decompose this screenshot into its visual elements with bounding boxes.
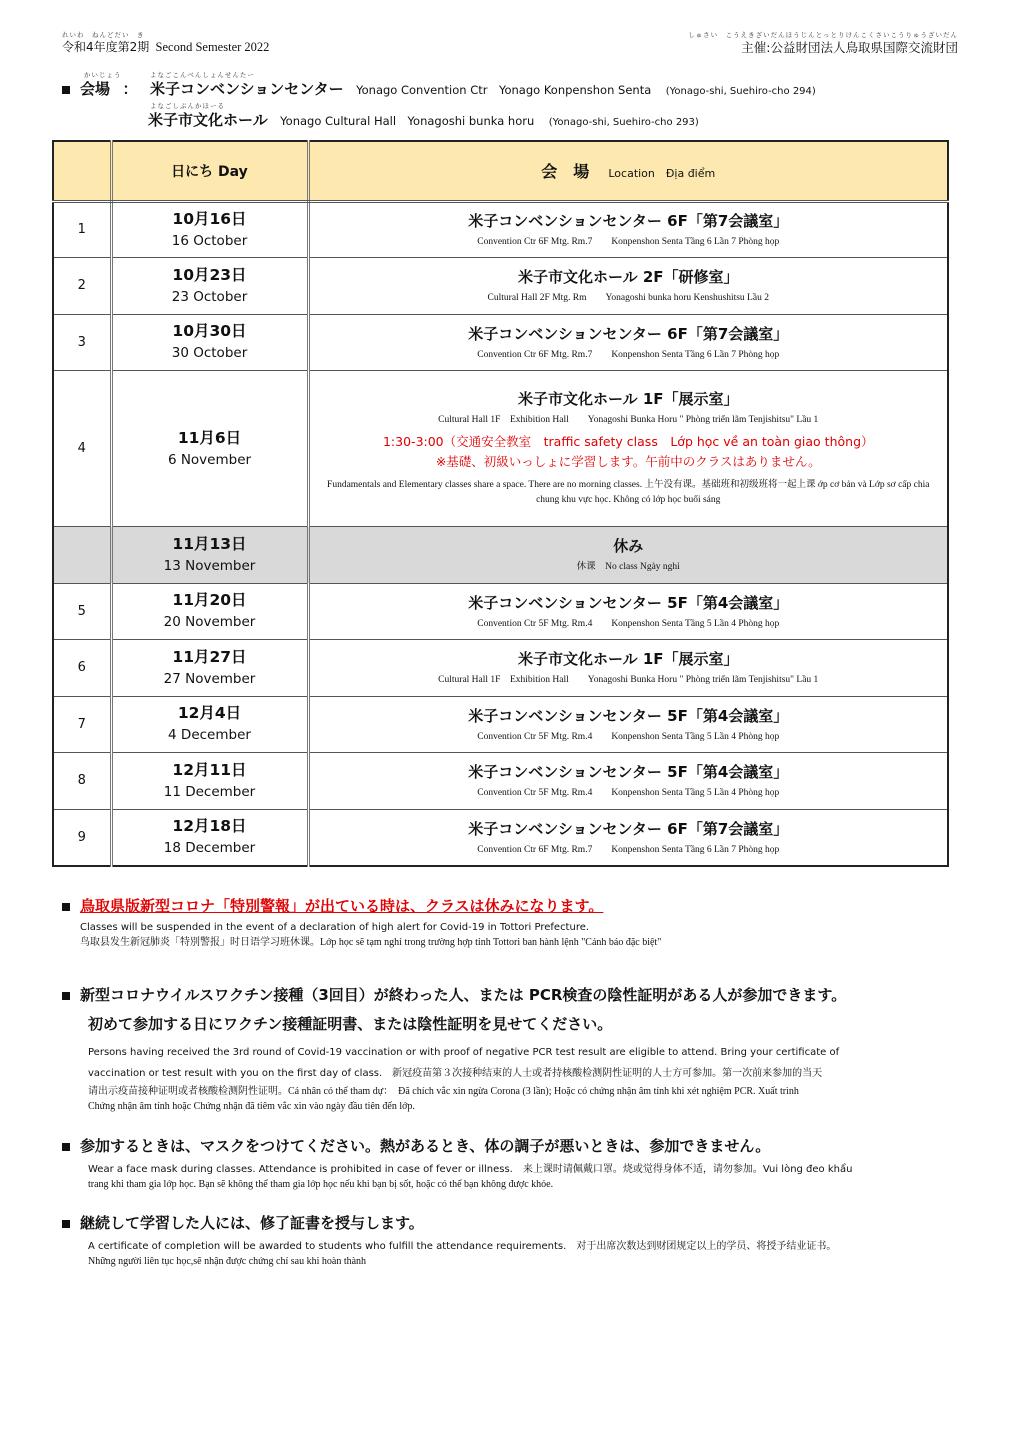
mask-head — [62, 1135, 952, 1156]
row-day — [111, 371, 308, 527]
bullet-icon — [62, 903, 70, 911]
day-ja: 12月11日 — [172, 760, 247, 779]
organizer: 主催:公益財団法人鳥取県国際交流財団 — [741, 40, 958, 55]
row-day — [111, 527, 308, 584]
vaccine-head — [62, 984, 952, 1005]
semester-header — [62, 38, 269, 55]
bullet-icon — [62, 1220, 70, 1228]
row-location — [308, 640, 948, 697]
bullet-icon — [62, 992, 70, 1000]
row-location — [308, 696, 948, 753]
day-en: 11 December — [163, 783, 256, 800]
table-row — [53, 809, 948, 866]
location-ja: 米子コンベンションセンター 6F「第7会議室」 — [468, 324, 789, 343]
bullet-icon — [62, 86, 70, 94]
covid-alert-zh-vi: 鸟取县发生新冠肺炎「特別警报」时日语学习班休课。Lớp học sẽ tạm nghỉ trong trường hợp tỉnh Tottori ban hành lệnh "Cảnh báo đặc biệt" — [80, 937, 662, 948]
day-ja: 11月27日 — [172, 647, 247, 666]
header-location-en: Location Địa điểm — [608, 167, 716, 181]
mask-vi: trang khi tham gia lớp học. Bạn sẽ không thể tham gia lớp học nếu khi bạn bị sốt, hoặc có thể bạn không được khỏe. — [88, 1179, 554, 1190]
row-day — [111, 696, 308, 753]
location-ja: 米子市文化ホール 1F「展示室」 — [517, 650, 739, 669]
table-row — [53, 258, 948, 315]
row-number: 6 — [53, 640, 111, 697]
row-location — [308, 201, 948, 258]
venue1-address: (Yonago-shi, Suehiro-cho 294) — [665, 86, 816, 97]
day-ja: 10月30日 — [172, 322, 247, 341]
certificate-text: 継続して学習した人には、修了証書を授与します。 — [80, 1214, 424, 1232]
vaccine-zh-vi-1: 请出示疫苗接种证明或者核酸检测阴性证明。Cá nhân có thể tham dự： Đã chích vắc xin ngừa Corona (3 lần); Hoặc có chứng nhận âm tính khi xét nghiệm PCR. Xuất trình — [88, 1086, 799, 1097]
vaccine-en-2: vaccination or test result with you on the first day of class. 新冠疫苗第３次接种结束的人士或者持核酸检测阴性证明的人士方可参加。第一次前来参加的当天 — [88, 1068, 823, 1079]
day-en: 23 October — [171, 288, 248, 305]
day-ja: 11月6日 — [177, 428, 242, 447]
header-location — [308, 141, 948, 201]
location-sub: Cultural Hall 1F Exhibition Hall Yonagoshi Bunka Horu " Phòng triển lãm Tenjishitsu" Lầu 1 — [438, 415, 819, 425]
row-day — [111, 314, 308, 371]
venue-label: 会場 — [80, 80, 111, 98]
location-sub: Convention Ctr 5F Mtg. Rm.4 Konpenshon Senta Tầng 5 Lần 4 Phòng họp — [477, 731, 780, 742]
semester-ruby: れいわ ねんどだい き — [62, 31, 145, 39]
day-en: 20 November — [163, 614, 256, 631]
vaccine-zh-vi-2: Chứng nhận âm tính hoặc Chứng nhận đã tiêm vắc xin vào ngày đầu tiên đến lớp. — [88, 1101, 415, 1112]
location-ja: 休み — [613, 537, 644, 556]
day-en: 6 November — [167, 451, 252, 468]
combined-class-note: ※基礎、初級いっしょに学習します。午前中のクラスはありません。 — [435, 454, 821, 469]
notice-certificate — [62, 1212, 952, 1269]
day-ja: 10月16日 — [172, 209, 247, 228]
row-number — [53, 527, 111, 584]
day-en: 13 November — [163, 557, 256, 574]
day-en: 18 December — [163, 840, 256, 856]
semester-ja: 令和4年度第2期 — [62, 40, 150, 54]
venue1-ruby: よなごこんべんしょんせんたー — [150, 71, 255, 79]
location-ja: 米子コンベンションセンター 6F「第7会議室」 — [468, 212, 789, 231]
header-day: 日にち Day — [111, 141, 308, 201]
venue-line-2 — [148, 109, 699, 130]
row-day — [111, 809, 308, 866]
venue-colon: ： — [122, 80, 138, 98]
mask-en: Wear a face mask during classes. Attendance is prohibited in case of fever or illness. 来上课时请佩戴口罩。烧或觉得身体不适，请勿参加。Vui lòng đeo khẩu — [88, 1164, 853, 1175]
row-day — [111, 258, 308, 315]
location-sub: Cultural Hall 1F Exhibition Hall Yonagoshi Bunka Horu " Phòng triển lãm Tenjishitsu" Lầu 1 — [438, 675, 819, 686]
vaccine-head2: 初めて参加する日にワクチン接種証明書、または陰性証明を見せてください。 — [88, 1015, 613, 1033]
day-en: 27 November — [163, 670, 256, 687]
location-sub: Cultural Hall 2F Mtg. Rm Yonagoshi bunka horu Kenshushitsu Lầu 2 — [487, 293, 769, 304]
day-en: 30 October — [171, 345, 248, 362]
row-number: 7 — [53, 696, 111, 753]
bullet-icon — [62, 1143, 70, 1151]
day-ja: 10月23日 — [172, 265, 247, 284]
location-sub: Convention Ctr 6F Mtg. Rm.7 Konpenshon Senta Tầng 6 Lần 7 Phòng họp — [477, 237, 780, 248]
row-number: 1 — [53, 201, 111, 258]
venue2-en: Yonago Cultural Hall Yonagoshi bunka horu — [280, 114, 535, 128]
location-sub: Convention Ctr 5F Mtg. Rm.4 Konpenshon Senta Tầng 5 Lần 4 Phòng họp — [477, 618, 780, 629]
day-ja: 12月4日 — [177, 704, 242, 723]
covid-alert-en: Classes will be suspended in the event of a declaration of high alert for Covid-19 in Tottori Prefecture. — [80, 922, 590, 933]
row-number: 9 — [53, 809, 111, 866]
row-location — [308, 809, 948, 866]
row-day — [111, 640, 308, 697]
day-en: 4 December — [168, 727, 251, 744]
header-location-ja: 会 場 — [541, 162, 590, 182]
location-ja: 米子コンベンションセンター 5F「第4会議室」 — [468, 593, 789, 612]
row-location — [308, 527, 948, 584]
notice-mask — [62, 1135, 952, 1192]
certificate-en: A certificate of completion will be awarded to students who fulfill the attendance requirements. 对于出席次数达到财团规定以上的学员、将授予结业证书。 — [88, 1241, 837, 1252]
location-ja: 米子コンベンションセンター 5F「第4会議室」 — [468, 706, 789, 725]
venue1-name: 米子コンベンションセンター — [149, 80, 344, 98]
row-location — [308, 753, 948, 810]
organizer-ruby: しゅさい こうえきざいだんほうじんとっとりけんこくさいこうりゅうざいだん — [688, 31, 958, 39]
location-ja: 米子市文化ホール 2F「研修室」 — [517, 268, 739, 287]
semester-en: Second Semester 2022 — [155, 40, 270, 54]
day-ja: 11月20日 — [172, 591, 247, 610]
shared-space-note: Fundamentals and Elementary classes share a space. There are no morning classes. 上午没有课。基础班和初级班将一起上课 ớp cơ bản và Lớp sơ cấp chia chung khu vực học. Không có lớp học buổi sáng — [327, 480, 930, 505]
certificate-head — [62, 1212, 952, 1233]
venue2-address: (Yonago-shi, Suehiro-cho 293) — [548, 117, 699, 128]
row-day — [111, 753, 308, 810]
row-number: 8 — [53, 753, 111, 810]
venue-label-ruby: かいじょう — [84, 71, 122, 79]
table-row — [53, 640, 948, 697]
table-row — [53, 314, 948, 371]
row-location — [308, 314, 948, 371]
day-ja: 12月18日 — [172, 817, 247, 835]
venue-line-1 — [62, 78, 816, 99]
row-location — [308, 258, 948, 315]
schedule-table — [52, 140, 949, 867]
header-num-cell — [53, 141, 111, 201]
location-sub: 休课 No class Ngày nghỉ — [576, 562, 680, 573]
day-ja: 11月13日 — [172, 534, 247, 553]
table-row — [53, 753, 948, 810]
row-day — [111, 201, 308, 258]
row-number: 2 — [53, 258, 111, 315]
location-ja: 米子市文化ホール 1F「展示室」 — [517, 390, 739, 408]
covid-alert-head — [62, 895, 952, 916]
table-row — [53, 696, 948, 753]
venue1-en: Yonago Convention Ctr Yonago Konpenshon Senta — [356, 83, 652, 97]
location-ja: 米子コンベンションセンター 5F「第4会議室」 — [468, 763, 789, 782]
row-day — [111, 583, 308, 640]
venue2-name: 米子市文化ホール — [148, 111, 268, 129]
vaccine-en-1: Persons having received the 3rd round of Covid-19 vaccination or with proof of negative PCR test result are eligible to attend. Bring your certificate of — [88, 1047, 840, 1058]
mask-text: 参加するときは、マスクをつけてください。熱があるとき、体の調子が悪いときは、参加できません。 — [80, 1137, 771, 1155]
table-row-rest — [53, 527, 948, 584]
row-number: 5 — [53, 583, 111, 640]
row-location — [308, 583, 948, 640]
row-location — [308, 371, 948, 527]
location-sub: Convention Ctr 6F Mtg. Rm.7 Konpenshon Senta Tầng 6 Lần 7 Phòng họp — [477, 349, 780, 360]
traffic-safety-class: 1:30-3:00（交通安全教室 traffic safety class Lớp học về an toàn giao thông） — [382, 434, 874, 449]
row-number: 3 — [53, 314, 111, 371]
vaccine-text: 新型コロナウイルスワクチン接種（3回目）が終わった人、または PCR検査の陰性証明がある人が参加できます。 — [80, 986, 847, 1004]
table-row — [53, 583, 948, 640]
notice-vaccine — [62, 984, 952, 1114]
table-row — [53, 201, 948, 258]
certificate-vi: Những người liên tục học,sẽ nhận được chứng chỉ sau khi hoàn thành — [88, 1256, 367, 1267]
row-number: 4 — [53, 371, 111, 527]
location-ja: 米子コンベンションセンター 6F「第7会議室」 — [468, 819, 789, 838]
location-sub: Convention Ctr 5F Mtg. Rm.4 Konpenshon Senta Tầng 5 Lần 4 Phòng họp — [477, 788, 780, 799]
table-header-row — [53, 141, 948, 201]
venue2-ruby: よなごしぶんかほーる — [150, 102, 225, 110]
day-en: 16 October — [171, 232, 248, 249]
table-row — [53, 371, 948, 527]
notice-covid-alert — [62, 895, 952, 950]
covid-alert-text: 鳥取県版新型コロナ「特別警報」が出ている時は、クラスは休みになります。 — [80, 897, 604, 915]
location-sub: Convention Ctr 6F Mtg. Rm.7 Konpenshon Senta Tầng 6 Lần 7 Phòng họp — [477, 844, 780, 855]
